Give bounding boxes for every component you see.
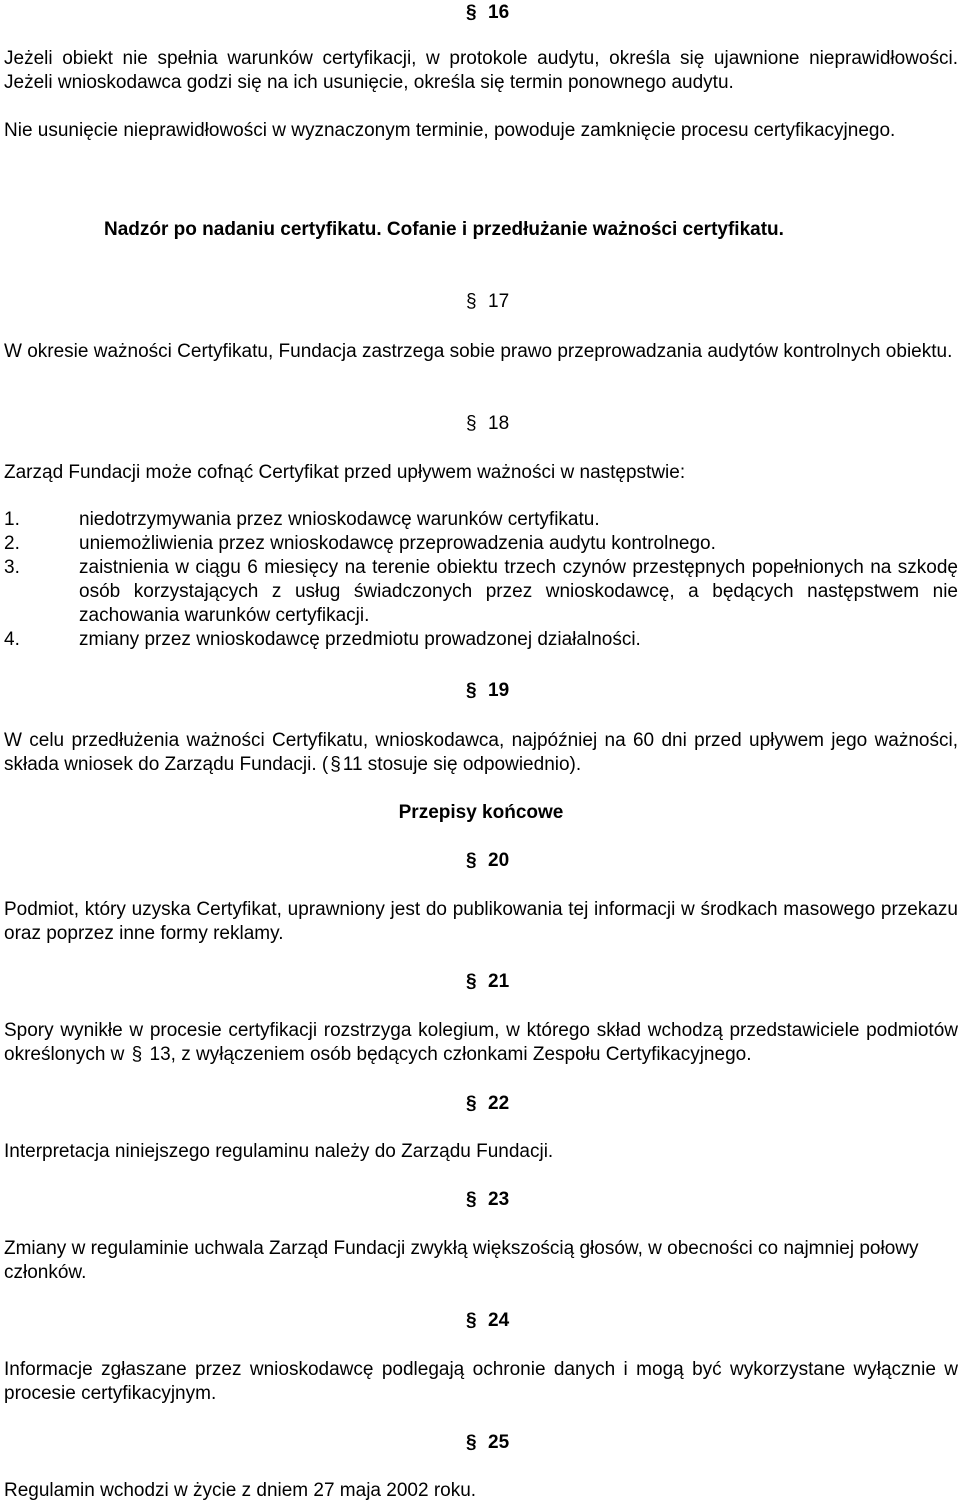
section-19-heading: [466, 679, 509, 703]
section-number: 24: [488, 1310, 510, 1331]
section-22-paragraph: Interpretacja niniejszego regulaminu należy do Zarządu Fundacji.: [4, 1141, 554, 1162]
section-symbol: §: [466, 1310, 477, 1331]
list-item-text: niedotrzymywania przez wnioskodawcę warunków certyfikatu.: [79, 509, 600, 530]
section-18-heading: [466, 412, 509, 436]
list-item-text: zmiany przez wnioskodawcę przedmiotu prowadzonej działalności.: [79, 629, 641, 650]
section-21-text-after: 13, z wyłączeniem osób będących członkami Zespołu Certyfikacyjnego.: [149, 1044, 752, 1065]
section-symbol: §: [466, 413, 477, 434]
section-reference-symbol: §: [131, 1044, 143, 1065]
section-18-intro: Zarząd Fundacji może cofnąć Certyfikat przed upływem ważności w następstwie:: [4, 462, 686, 483]
section-19-paragraph: [4, 729, 958, 777]
section-20-paragraph: Podmiot, który uzyska Certyfikat, uprawniony jest do publikowania tej informacji w środkach masowego przekazu oraz poprzez inne formy reklamy.: [4, 899, 958, 944]
section-symbol: §: [466, 2, 477, 23]
section-number: 19: [488, 680, 510, 701]
section-symbol: §: [466, 850, 477, 871]
section-number: 17: [488, 291, 510, 312]
section-19-text-before: W celu przedłużenia ważności Certyfikatu, wnioskodawca, najpóźniej na 60 dni przed upływem jego ważności, składa wniosek do Zarządu Fundacji. (: [4, 730, 958, 775]
section-17-heading: [466, 290, 509, 314]
section-21-text-before: Spory wynikłe w procesie certyfikacji rozstrzyga kolegium, w którego skład wchodzą przedstawiciele podmiotów określonych w: [4, 1020, 958, 1065]
section-17-paragraph: W okresie ważności Certyfikatu, Fundacja zastrzega sobie prawo przeprowadzania audytów kontrolnych obiektu.: [4, 341, 953, 362]
section-symbol: §: [466, 291, 477, 312]
list-item-number: 4.: [4, 629, 20, 650]
section-19-text-after: 11 stosuje się odpowiednio).: [342, 754, 582, 775]
section-24-heading: [466, 1309, 509, 1333]
section-20-heading: [466, 849, 509, 873]
supervision-heading: Nadzór po nadaniu certyfikatu. Cofanie i przedłużanie ważności certyfikatu.: [104, 219, 784, 240]
section-22-heading: [466, 1092, 509, 1116]
section-number: 25: [488, 1432, 510, 1453]
document-page: [4, 0, 958, 1503]
section-symbol: §: [466, 1432, 477, 1453]
section-number: 20: [488, 850, 510, 871]
list-item-number: 3.: [4, 557, 20, 578]
section-16-paragraph-1: Jeżeli obiekt nie spełnia warunków certyfikacji, w protokole audytu, określa się ujawnione nieprawidłowości. Jeżeli wnioskodawca godzi się na ich usunięcie, określa się termin ponownego audytu.: [4, 48, 958, 93]
section-symbol: §: [466, 971, 477, 992]
list-item: [4, 556, 958, 628]
section-symbol: §: [466, 680, 477, 701]
section-reference-symbol: §: [330, 754, 341, 775]
section-21-heading: [466, 970, 509, 994]
list-item-number: 1.: [4, 509, 20, 530]
section-25-heading: [466, 1431, 509, 1455]
list-item: [4, 508, 958, 532]
section-number: 21: [488, 971, 510, 992]
list-item: [4, 628, 958, 652]
section-23-paragraph: Zmiany w regulaminie uchwala Zarząd Fundacji zwykłą większością głosów, w obecności co najmniej połowy członków.: [4, 1238, 919, 1283]
section-21-paragraph: [4, 1019, 958, 1067]
revocation-list: [4, 508, 958, 652]
section-23-heading: [466, 1188, 509, 1212]
list-item-number: 2.: [4, 533, 20, 554]
list-item-text: zaistnienia w ciągu 6 miesięcy na terenie obiektu trzech czynów przestępnych popełnionych na szkodę osób korzystających z usług świadczonych przez wnioskodawcę, a będących następstwem nie zachowania warunków certyfikacji.: [79, 557, 958, 626]
section-16-heading: [466, 1, 509, 25]
section-number: 22: [488, 1093, 510, 1114]
list-item-text: uniemożliwienia przez wnioskodawcę przeprowadzenia audytu kontrolnego.: [79, 533, 716, 554]
section-24-paragraph: Informacje zgłaszane przez wnioskodawcę podlegają ochronie danych i mogą być wykorzystane wyłącznie w procesie certyfikacyjnym.: [4, 1359, 958, 1404]
section-symbol: §: [466, 1189, 477, 1210]
final-provisions-heading: Przepisy końcowe: [398, 802, 564, 823]
list-item: [4, 532, 958, 556]
section-25-paragraph: Regulamin wchodzi w życie z dniem 27 maja 2002 roku.: [4, 1480, 477, 1501]
section-16-paragraph-2: Nie usunięcie nieprawidłowości w wyznaczonym terminie, powoduje zamknięcie procesu certyfikacyjnego.: [4, 120, 896, 141]
section-number: 16: [488, 2, 510, 23]
section-symbol: §: [466, 1093, 477, 1114]
section-number: 18: [488, 413, 510, 434]
section-number: 23: [488, 1189, 510, 1210]
